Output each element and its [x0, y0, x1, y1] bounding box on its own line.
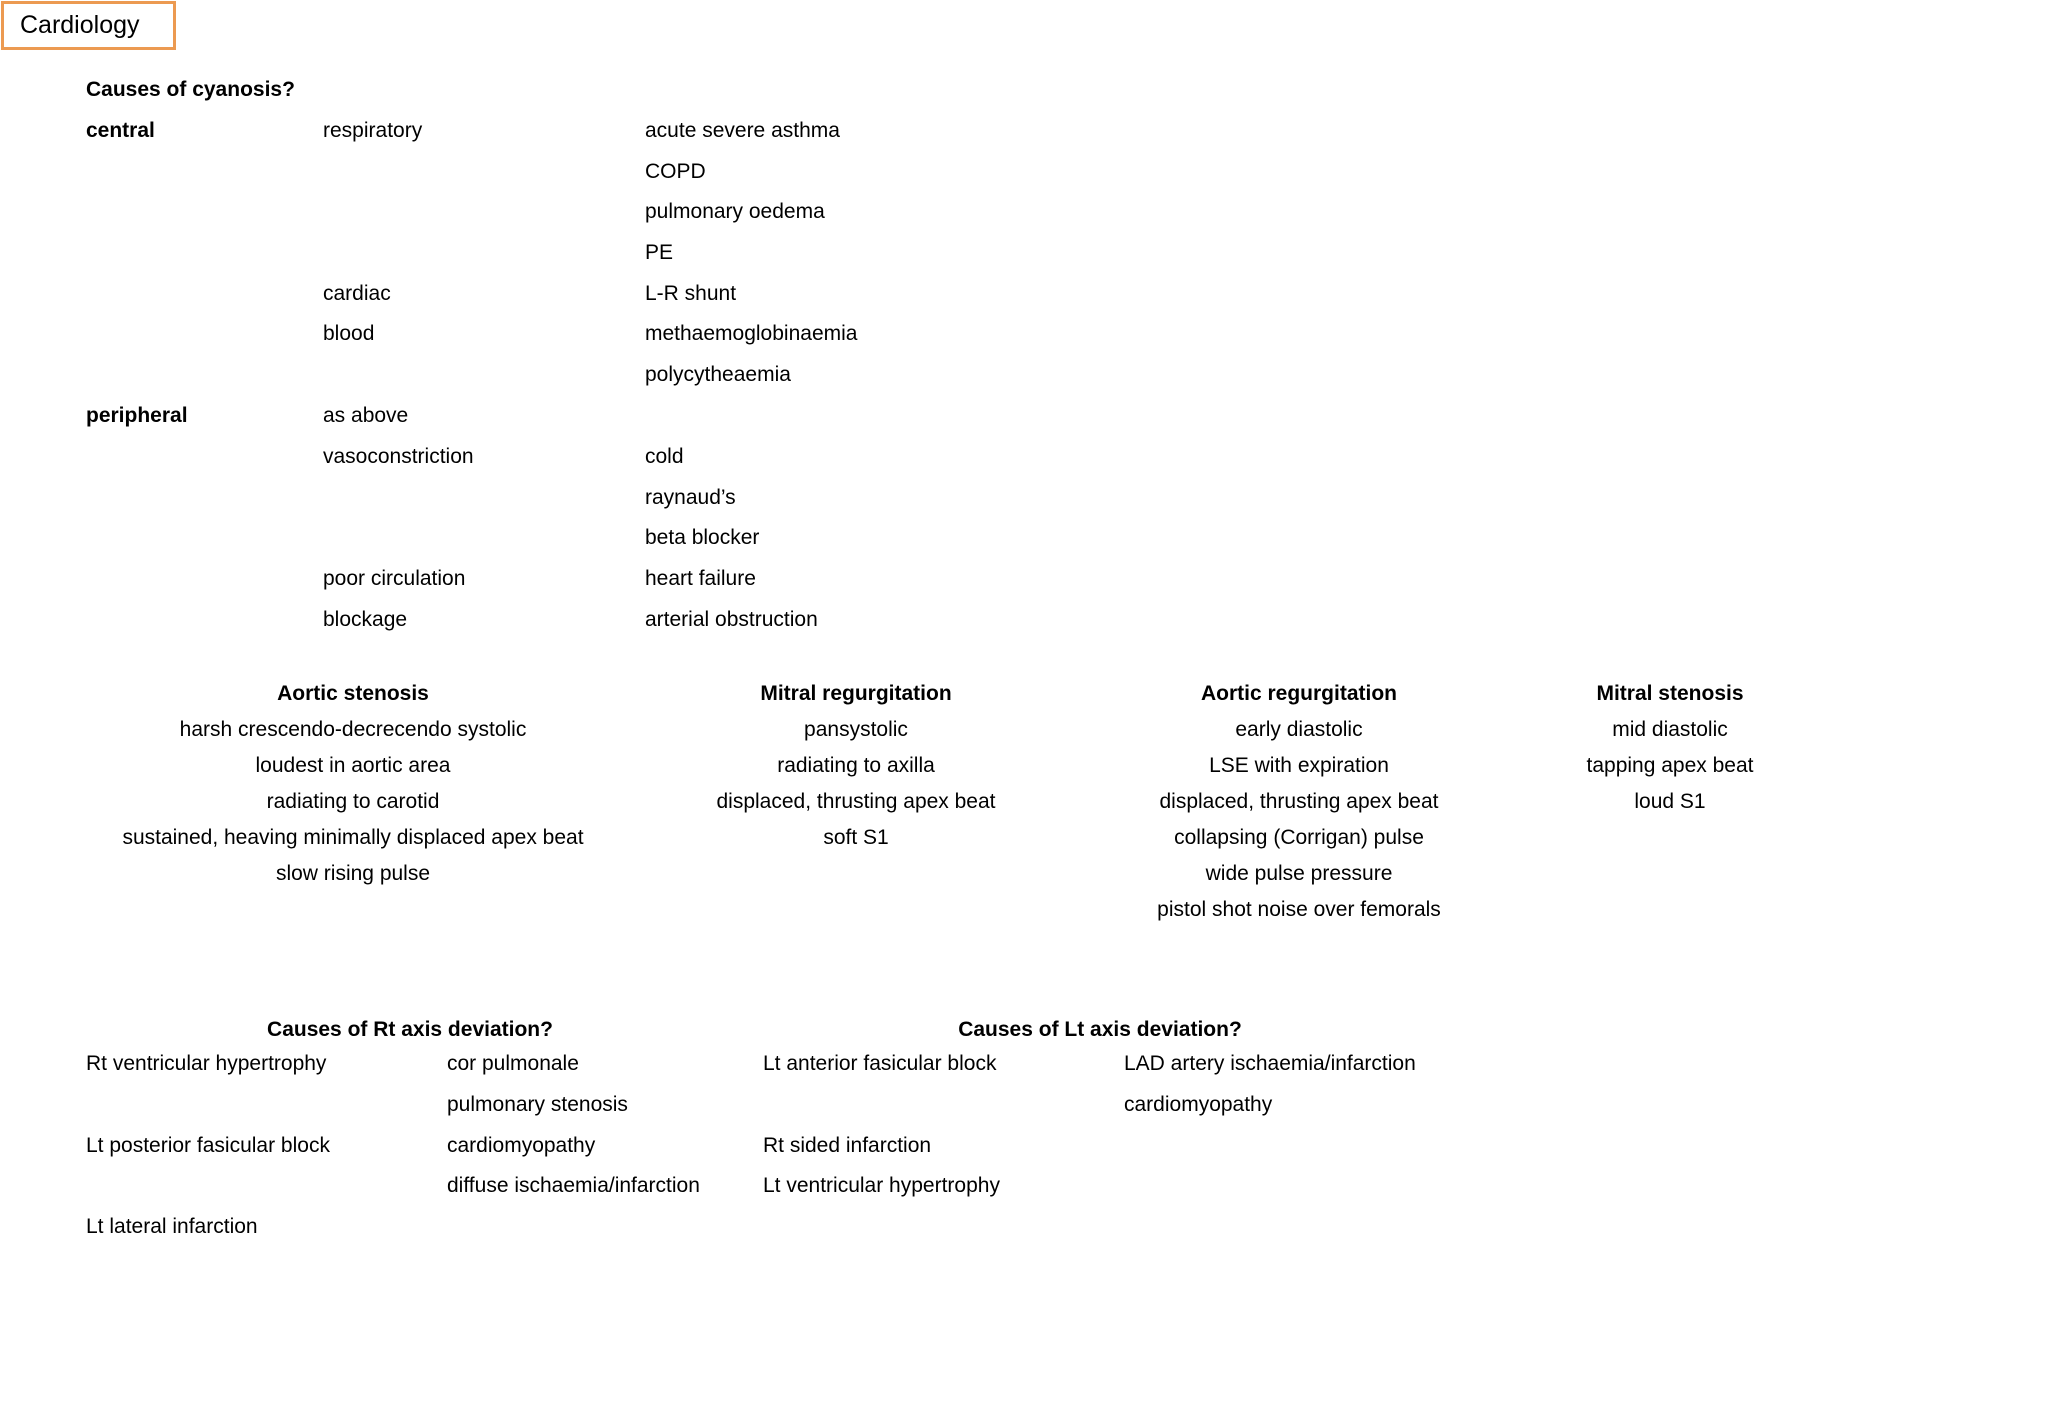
cyanosis-title: Causes of cyanosis?: [86, 78, 295, 101]
lt-axis-cause: LAD artery ischaemia/infarction: [1124, 1052, 1416, 1075]
cause-item: cold: [645, 445, 684, 468]
peripheral-label: peripheral: [86, 404, 188, 427]
cause-item: L-R shunt: [645, 282, 737, 305]
lt-axis-cause: Lt ventricular hypertrophy: [763, 1174, 1000, 1197]
central-label: central: [86, 119, 155, 142]
cause-item: PE: [645, 241, 674, 264]
lt-axis-cause: Rt sided infarction: [763, 1134, 932, 1157]
cause-item: COPD: [645, 160, 706, 183]
murmur-feature: displaced, thrusting apex beat: [716, 790, 996, 813]
murmur-feature: mid diastolic: [1612, 718, 1728, 741]
cause-item: arterial obstruction: [645, 608, 818, 631]
lt-axis-cause: Lt anterior fasicular block: [763, 1052, 997, 1075]
murmur-feature: loudest in aortic area: [255, 754, 451, 777]
rt-axis-cause: Lt lateral infarction: [86, 1215, 258, 1238]
rt-axis-title: Causes of Rt axis deviation?: [267, 1018, 553, 1041]
murmur-feature: soft S1: [823, 826, 889, 849]
murmur-title: Aortic regurgitation: [1200, 682, 1397, 705]
rt-axis-cause: cor pulmonale: [447, 1052, 579, 1075]
section-tag: Cardiology: [1, 1, 176, 50]
murmur-mitral-regurgitation: [706, 682, 1006, 856]
murmur-feature: slow rising pulse: [275, 862, 431, 885]
murmur-aortic-regurgitation: [1139, 682, 1459, 928]
murmur-feature: radiating to carotid: [266, 790, 440, 813]
category-cardiac: cardiac: [323, 282, 391, 305]
murmur-feature: harsh crescendo-decrecendo systolic: [179, 718, 527, 741]
murmur-feature: sustained, heaving minimally displaced apex beat: [122, 826, 584, 849]
category-poor-circulation: poor circulation: [323, 567, 466, 590]
murmur-feature: wide pulse pressure: [1205, 862, 1393, 885]
category-blood: blood: [323, 322, 375, 345]
rt-axis-cause: Rt ventricular hypertrophy: [86, 1052, 327, 1075]
murmur-title: Mitral stenosis: [1596, 682, 1744, 705]
lt-axis-title: Causes of Lt axis deviation?: [958, 1018, 1242, 1041]
category-blockage: blockage: [323, 608, 408, 631]
cause-item: polycytheaemia: [645, 363, 791, 386]
murmur-title: Aortic stenosis: [277, 682, 429, 705]
rt-axis-cause: Lt posterior fasicular block: [86, 1134, 330, 1157]
rt-axis-cause: cardiomyopathy: [447, 1134, 596, 1157]
cause-item: acute severe asthma: [645, 119, 840, 142]
category-as-above: as above: [323, 404, 409, 427]
murmur-feature: radiating to axilla: [777, 754, 935, 777]
murmur-feature: displaced, thrusting apex beat: [1159, 790, 1439, 813]
lt-axis-cause: cardiomyopathy: [1124, 1093, 1273, 1116]
category-vasoconstriction: vasoconstriction: [323, 445, 474, 468]
category-respiratory: respiratory: [323, 119, 423, 142]
cause-item: pulmonary oedema: [645, 200, 825, 223]
murmur-title: Mitral regurgitation: [760, 682, 952, 705]
murmur-feature: loud S1: [1634, 790, 1706, 813]
murmur-aortic-stenosis: [103, 682, 603, 892]
murmur-mitral-stenosis: [1560, 682, 1780, 820]
murmur-feature: collapsing (Corrigan) pulse: [1174, 826, 1424, 849]
rt-axis-cause: pulmonary stenosis: [447, 1093, 628, 1116]
murmur-feature: pansystolic: [804, 718, 908, 741]
cause-item: heart failure: [645, 567, 756, 590]
rt-axis-cause: diffuse ischaemia/infarction: [447, 1174, 700, 1197]
cause-item: beta blocker: [645, 526, 760, 549]
murmur-feature: early diastolic: [1235, 718, 1363, 741]
murmur-feature: LSE with expiration: [1209, 754, 1389, 777]
cause-item: raynaud’s: [645, 486, 736, 509]
murmur-feature: pistol shot noise over femorals: [1157, 898, 1441, 921]
murmur-feature: tapping apex beat: [1586, 754, 1754, 777]
cause-item: methaemoglobinaemia: [645, 322, 858, 345]
